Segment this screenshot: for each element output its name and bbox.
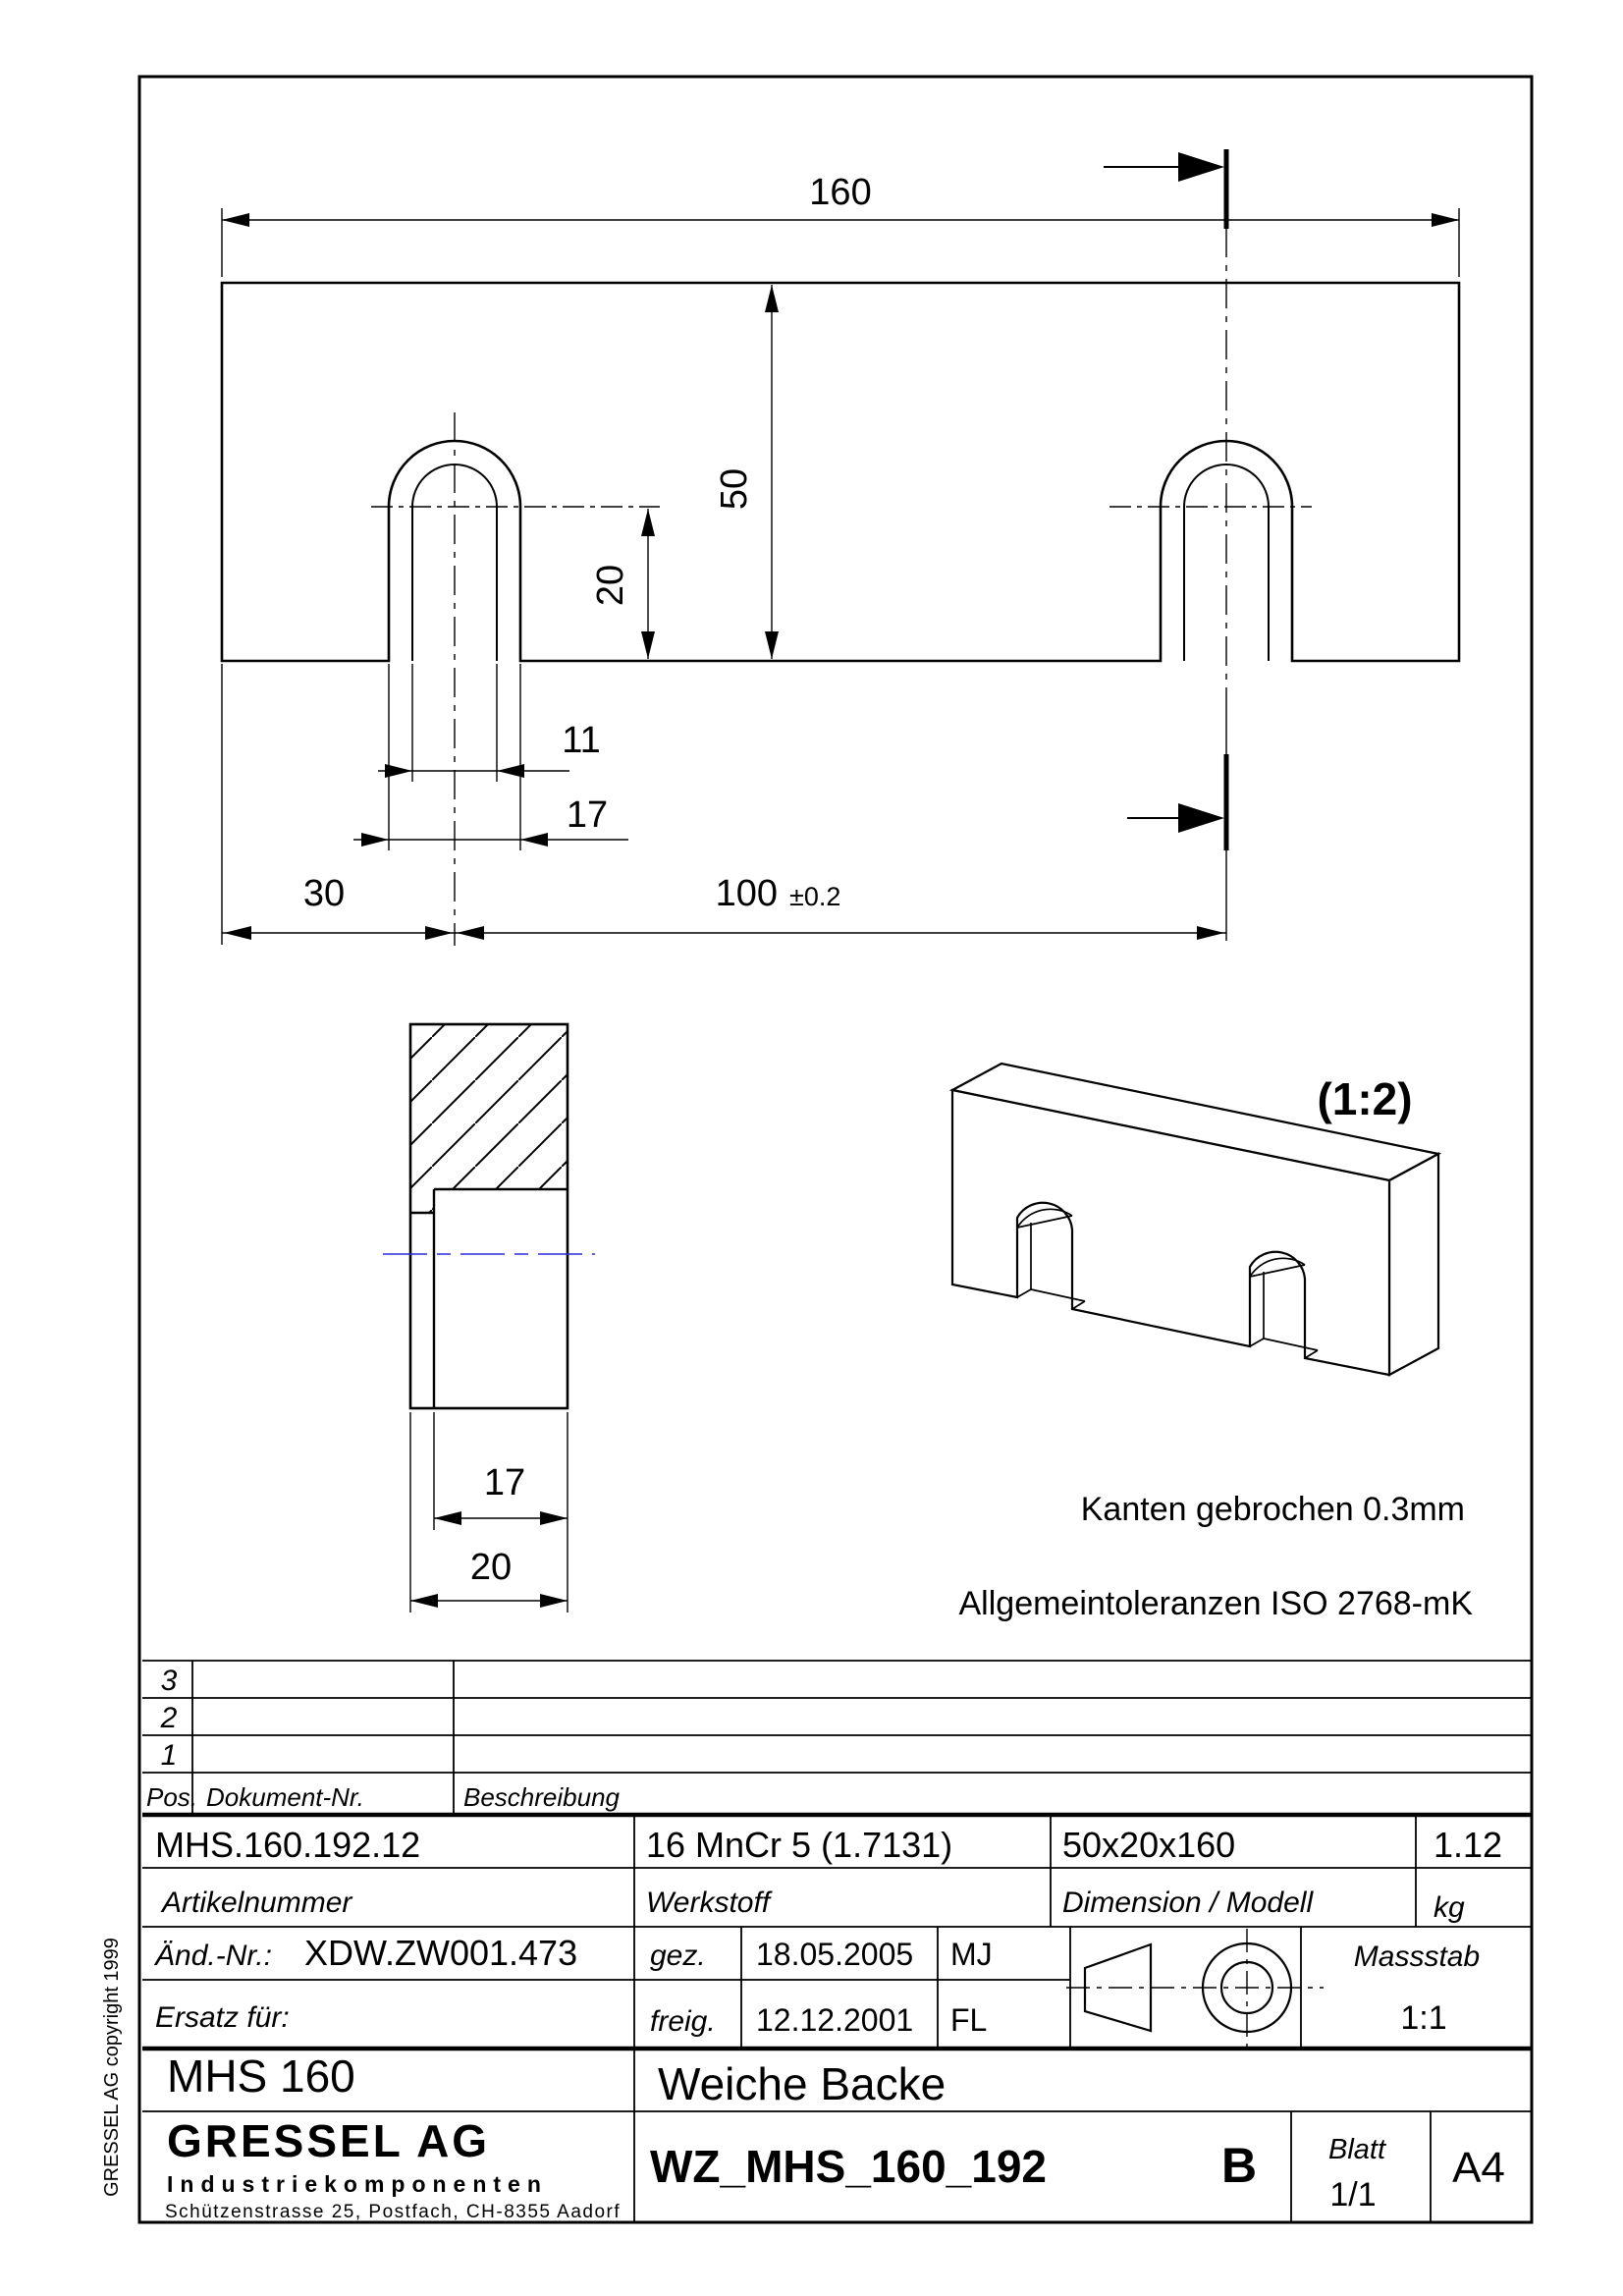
logo-address: Schützenstrasse 25, Postfach, CH-8355 Aadorf — [165, 2202, 622, 2222]
iso-right-face — [1389, 1154, 1438, 1375]
dim-text-11: 11 — [562, 720, 601, 761]
dim-text-50: 50 — [714, 467, 755, 511]
dimension-label: Dimension / Modell — [1062, 1886, 1314, 1919]
datum-arrow-top — [1104, 149, 1226, 229]
datum-arrow-bottom — [1127, 754, 1226, 850]
weight-label: kg — [1434, 1891, 1465, 1924]
revision-col-desc: Beschreibung — [463, 1782, 620, 1812]
dim-text-100-tol: ±0.2 — [789, 882, 841, 911]
artikelnummer-label: Artikelnummer — [162, 1886, 352, 1919]
werkstoff-label: Werkstoff — [646, 1886, 771, 1919]
massstab-label: Massstab — [1353, 1941, 1481, 1973]
section-view — [383, 1024, 595, 1613]
freig-initials: FL — [950, 2002, 988, 2038]
format-label: A4 — [1452, 2144, 1505, 2192]
werkstoff-value: 16 MnCr 5 (1.7131) — [646, 1825, 953, 1865]
gez-initials: MJ — [950, 1937, 993, 1972]
blatt-value: 1/1 — [1329, 2176, 1377, 2214]
margin-copyright-note: GRESSEL AG copyright 1999 — [101, 1938, 123, 2197]
massstab-value: 1:1 — [1400, 1999, 1447, 2037]
product-name: MHS 160 — [167, 2050, 355, 2102]
revision-row-2: 2 — [160, 1702, 178, 1734]
freig-label: freig. — [650, 2005, 716, 2038]
section-hatch-area — [410, 1024, 568, 1213]
gez-label: gez. — [650, 1940, 706, 1972]
dim-text-17-section: 17 — [483, 1462, 526, 1503]
revision-letter: B — [1220, 2138, 1258, 2193]
dimension-value: 50x20x160 — [1062, 1825, 1236, 1865]
blatt-label: Blatt — [1327, 2134, 1386, 2165]
dim-text-100: 100 — [715, 873, 778, 914]
weight-value: 1.12 — [1434, 1825, 1503, 1865]
ersatz-label: Ersatz für: — [155, 2001, 290, 2034]
dim-text-20-section: 20 — [469, 1547, 513, 1588]
aend-nr-value: XDW.ZW001.473 — [304, 1933, 578, 1973]
freig-date: 12.12.2001 — [756, 2002, 914, 2038]
revision-row-1: 1 — [160, 1739, 178, 1772]
projection-symbol — [1066, 1929, 1324, 2047]
note-general-tolerance: Allgemeintoleranzen ISO 2768-mK — [958, 1585, 1473, 1622]
note-edges: Kanten gebrochen 0.3mm — [1080, 1491, 1465, 1528]
dim-50 — [765, 285, 779, 659]
revision-col-doc: Dokument-Nr. — [206, 1782, 364, 1812]
dim-20 — [641, 509, 655, 659]
extension-lines-bottom — [222, 664, 520, 945]
dim-text-17: 17 — [566, 794, 609, 836]
dim-text-20: 20 — [590, 564, 631, 607]
front-view — [222, 149, 1459, 946]
dim-text-160: 160 — [809, 172, 872, 213]
revision-col-pos: Pos. — [146, 1782, 198, 1812]
dim-11 — [378, 764, 569, 778]
iso-scale-label: (1:2) — [1317, 1073, 1413, 1124]
aend-nr-label: Änd.-Nr.: — [155, 1940, 272, 1972]
dim-20-section — [410, 1594, 568, 1608]
revision-row-3: 3 — [160, 1665, 178, 1697]
logo-company-name: GRESSEL AG — [167, 2115, 491, 2166]
part-name: Weiche Backe — [658, 2058, 947, 2109]
logo-subtitle: Industriekomponenten — [167, 2171, 548, 2197]
dim-160 — [222, 208, 1459, 277]
drawing-number: WZ_MHS_160_192 — [650, 2141, 1047, 2192]
front-part-outline — [222, 283, 1459, 661]
dim-text-30: 30 — [302, 873, 346, 914]
dim-30-100 — [222, 926, 1226, 940]
artikelnummer-value: MHS.160.192.12 — [155, 1825, 421, 1865]
gez-date: 18.05.2005 — [756, 1937, 914, 1972]
dim-17-section — [434, 1511, 568, 1525]
